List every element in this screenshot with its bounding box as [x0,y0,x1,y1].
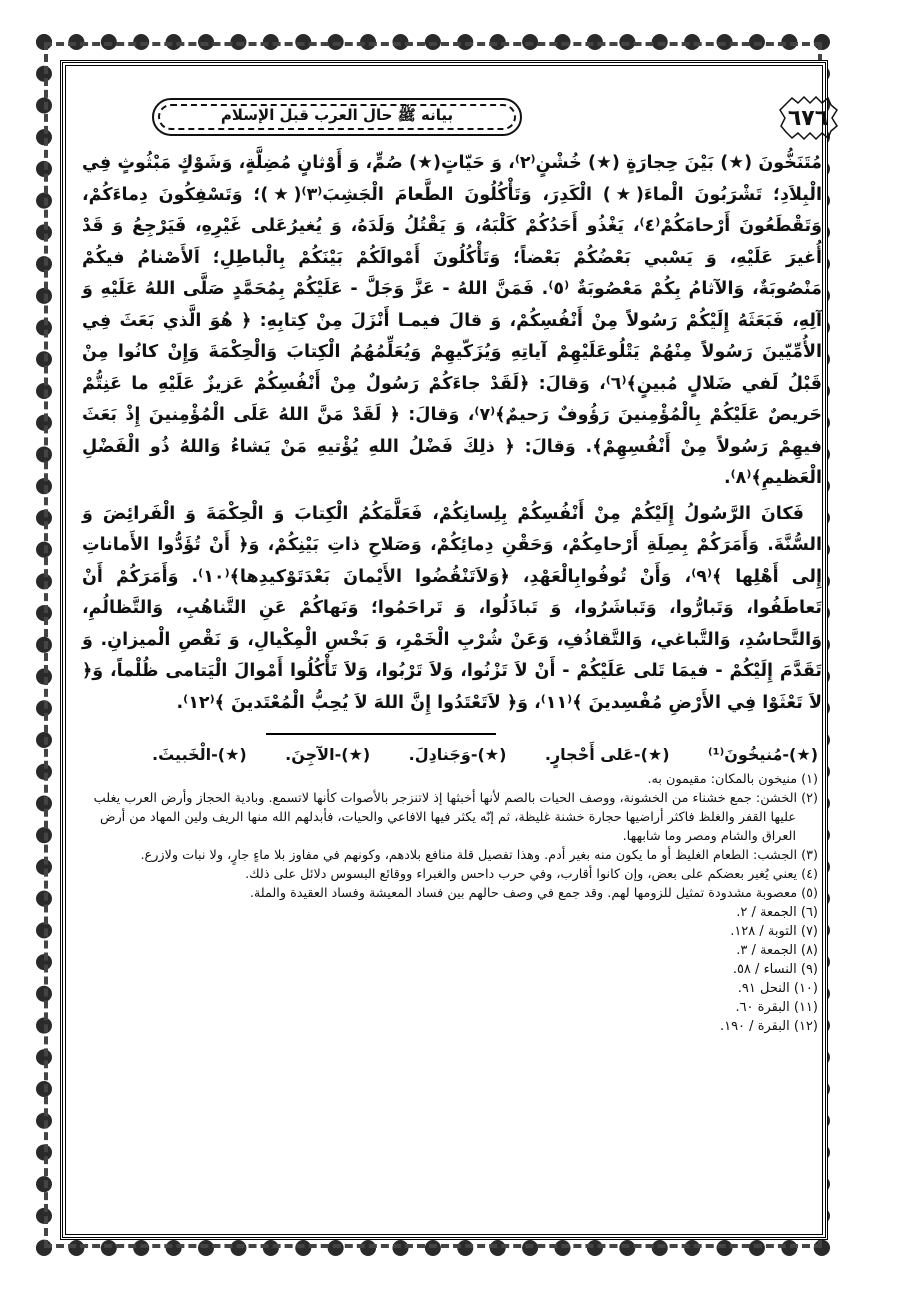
reference: (١٢) البقرة / ١٩٠. [719,1019,818,1034]
reference: (١٠) النحل ٩١. [737,981,818,996]
footnote: (٥) معصوبة مشدودة تمثيل للزومها لهم. وقد جمع في وصف حالهم بين فساد المعيشة وفساد العقيدة والملة. [249,886,818,901]
glossary-item: (★)-مُنيخُونَ⁽¹⁾ [707,745,818,764]
glossary-row [72,735,826,764]
chapter-title: بيانه ﷺ حال العرب قبل الإسلام [220,106,454,124]
footnote: (١) منيخون بالمكان: مقيمون به. [647,772,818,787]
glossary-item: (★)-وَجَنادِلَ. [408,745,507,764]
page-number-badge [778,96,838,140]
paragraph-2: فَكانَ الرَّسُولُ إِلَيْكُمْ مِنْ أَنْفُسِكُمْ بِلِسانِكُمْ، فَعَلَّمَكُمُ الْكِتابَ وَ الْحِكْمَةَ وَ الْفَرائِضَ وَ السُّنَّةَ. وَأَمَرَكُمْ بِصِلَةِ أَرْحامِكُمْ، وَحَقْنِ دِمائِكُمْ، وَصَلاحِ ذاتِ بَيْنِكُمْ، وَ﴿ أَنْ تُؤَدُّوا الأَماناتِ إِلى أَهْلِها ﴾⁽٩⁾، وَأَنْ تُوفُوابِالْعَهْدِ، ﴿وَلاَتَنْقُضُوا الأَيْمانَ بَعْدَتَوْكيدِها﴾⁽١٠⁾. وَأَمَرَكُمْ أَنْ تَعاطَفُوا، وَتَبارُّوا، وَتَباشَرُوا، وَ تَباذَلُوا، وَ تَراحَمُوا؛ وَنَهاكُمْ عَنِ التَّناهُبِ، وَالتَّظالُمِ، وَالتَّحاسُدِ، وَالتَّباغي، وَالتَّقاذُفِ، وَعَنْ شُرْبِ الْخَمْرِ، وَ بَخْسِ الْمِكْيالِ، وَ نَقْصِ الْميزانِ. وَ تَقَدَّمَ إِلَيْكُمْ - فيمَا تَلى عَلَيْكُمْ - أَنْ لاَ تَزْنُوا، وَلاَ تَرْبُوا، وَلاَ تَأْكُلُوا أَمْوالَ الْيَتامى ظُلْماً، وَ﴿ لاَ تَعْثَوْا فِي الأَرْضِ مُفْسِدينَ ﴾⁽١١⁾، وَ﴿ لاَتَعْتَدُوا إِنَّ اللهَ لاَ يُحِبُّ الْمُعْتَدينَ ﴾⁽١٢⁾. [82,503,822,713]
reference: (٩) النساء / ٥٨. [732,962,818,977]
paragraph-1: مُتَنَخُّونَ (★) بَيْنَ حِجارَةٍ (★) خُشْنٍ⁽٢⁾، وَ حَيّاتٍ(★) صُمٍّ، وَ أَوْثانٍ مُضِلَّةٍ، وَشَوْكٍ مَبْثُوثٍ فِي الْبِلاَدِ؛ تَشْرَبُونَ الْماءَ(★) الْكَدِرَ، وَتَأْكُلُونَ الطَّعامَ الْجَشِبَ⁽٣⁾(★)؛ وَتَسْفِكُونَ دِماءَكُمْ، وَتَقْطَعُونَ أَرْحامَكُمْ⁽٤⁾، يَغْذُو أَحَدُكُمْ كَلْبَهُ، وَ يَقْتُلُ وَلَدَهُ، وَ يُغيرُعَلى غَيْرِهِ، فَيَرْجِعُ وَ قَدْ أُغيرَ عَلَيْهِ، وَ يَسْبي بَعْضُكُمْ بَعْضاً؛ وَتَأْكُلُونَ أَمْوالَكُمْ بَيْنَكُمْ بِالْباطِلِ؛ اَلأَصْنامُ فيكُمْ مَنْصُوبَةٌ، وَالآثامُ بِكُمْ مَعْصُوبَةٌ ⁽٥⁾. فَمَنَّ اللهُ - عَزَّ وَجَلَّ - عَلَيْكُمْ بِمُحَمَّدٍ صَلَّى اللهُ عَلَيْهِ وَ آلِهِ، فَبَعَثَهُ إِلَيْكُمْ رَسُولاً مِنْ أَنْفُسِكُمْ، وَ قالَ فيمـا أَنْزَلَ مِنْ كِتابِهِ: ﴿ هُوَ الَّذي بَعَثَ فِي الأُمِّيّينَ رَسُولاً مِنْهُمْ يَتْلُوعَلَيْهِمْ آياتِهِ وَيُزَكّيهِمْ وَيُعَلِّمُهُمُ الْكِتابَ وَالْحِكْمَةَ وَإِنْ كانُوا مِنْ قَبْلُ لَفي ضَلالٍ مُبينٍ﴾⁽٦⁾، وَقالَ: ﴿لَقَدْ جاءَكُمْ رَسُولٌ مِنْ أَنْفُسِكُمْ عَزيزٌ عَلَيْهِ ما عَنِتُّمْ حَريصٌ عَلَيْكُمْ بِالْمُؤْمِنينَ رَؤُوفٌ رَحيمٌ﴾⁽٧⁾، وَقالَ: ﴿ لَقَدْ مَنَّ اللهُ عَلَى الْمُؤْمِنينَ إِذْ بَعَثَ فيهِمْ رَسُولاً مِنْ أَنْفُسِهِمْ﴾. وَقالَ: ﴿ ذلِكَ فَضْلُ اللهِ يُؤْتيهِ مَنْ يَشاءُ وَاللهُ ذُو الْفَضْلِ الْعَظيمِ﴾⁽٨⁾. [82,153,822,488]
reference: (٨) الجمعة / ٣. [736,943,818,958]
reference: (٧) التوبة / ١٢٨. [730,924,818,939]
footnote: (٣) الجشب: الطعام الغليظ أو ما يكون منه بغير أدم. وهذا تفصيل قلة منافع بلادهم، وكونهم في مفاوز بلا ماءٍ جارٍ، ولا نبات ولازرع. [140,848,818,863]
main-text [72,148,826,719]
reference: (١١) البقرة ٦٠. [735,1000,818,1015]
page-header [72,70,829,150]
glossary-item: (★)-الْخَبيثَ. [152,745,247,764]
page-content [72,70,829,1230]
footnote: (٤) يعني يُغير بعضكم على بعض، وإن كانوا أقارب، وفي حرب داحس والغبراء ووقائع البسوس دلائل على ذلك. [245,867,818,882]
footnotes [72,770,826,1036]
page-number: ٦٧٦ [787,105,829,131]
footnote: (٢) الخشن: جمع خشناء من الخشونة، ووصف الحيات بالصم لأنها أخبثها إذ لاتنزجر بالأصوات كأنها لاتسمع. وبادية الحجاز وأرض العرب يغلب عليها القفر والغلظ فاكثر أراضيها حجارة خشنة غليظة، ثم إنّه يكثر فيها الافاعي والحيات، فأبدلهم الله منها الريف ولين المهاد من أرض العراق والشام ومصر وما شابهها. [93,791,818,844]
chapter-title-box [152,98,522,136]
glossary-item: (★)-الآجِنَ. [285,745,371,764]
glossary-item: (★)-عَلى أَحْجارٍ. [544,745,670,764]
reference: (٦) الجمعة / ٢. [736,905,818,920]
